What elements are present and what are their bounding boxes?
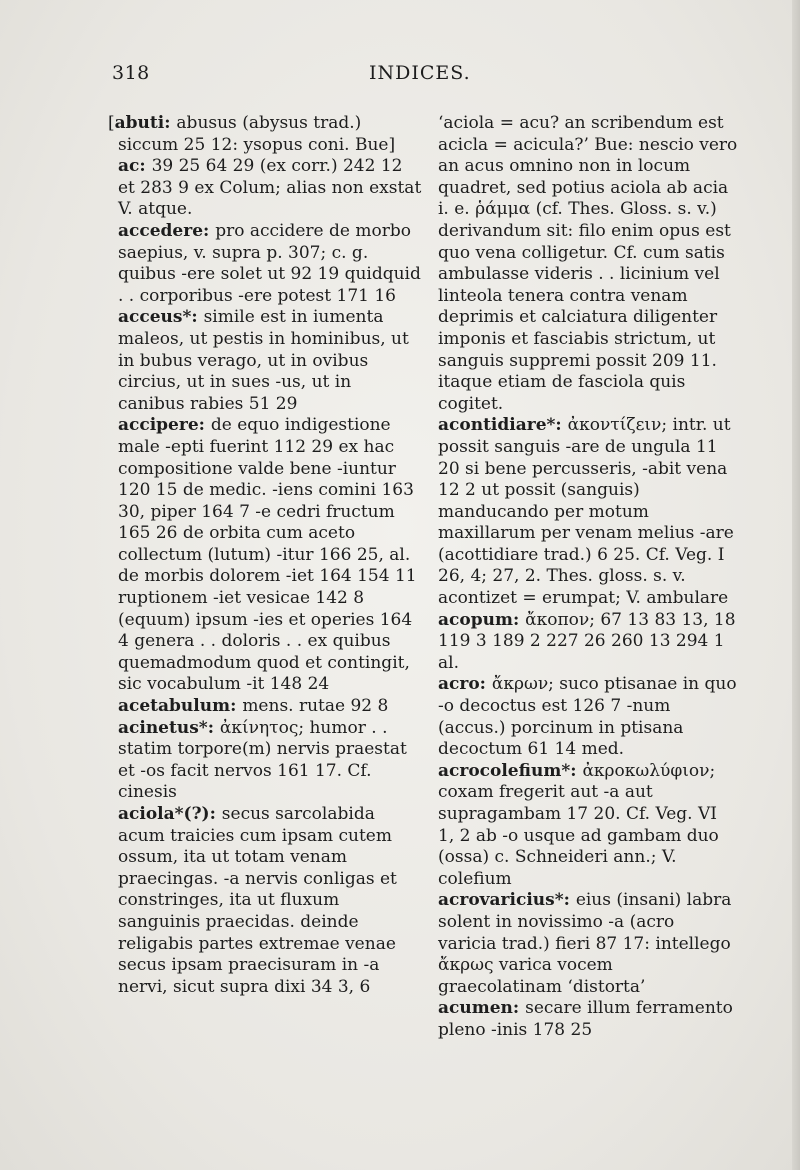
index-entry: acro: ἄκρων; suco ptisanae in quo -o decoctus est 126 7 -num (accus.) porcinum in ptisana decoctum 61 14 med.	[438, 674, 737, 760]
page-number: 318	[112, 62, 150, 84]
left-column	[108, 113, 422, 998]
entry-headword: acumen	[438, 998, 513, 1019]
right-column	[438, 113, 738, 1042]
index-entry: acopum: ἄκοπον; 67 13 83 13, 18 119 3 189 2 227 26 260 13 294 1 al.	[438, 609, 736, 673]
index-entry: accedere: pro accidere de morbo saepius, v. supra p. 307; c. g. quibus -ere solet ut 92 19 quidquid . . corporibus -ere potest 171 16	[118, 220, 421, 306]
entry-headword: acontidiare	[438, 415, 547, 436]
entry-text: mens. rutae 92 8	[242, 696, 389, 717]
entry-text: pro accidere de morbo saepius, v. supra p. 307; c. g. quibus -ere solet ut 92 19 quidquid . . corporibus -ere potest 171 16	[118, 220, 421, 306]
entry-headword: acinetus	[118, 717, 199, 738]
entry-headword: acrovaricius	[438, 890, 555, 911]
entry-headword: ac	[118, 156, 140, 177]
entry-text: ἄκοπον; 67 13 83 13, 18 119 3 189 2 227 26 260 13 294 1 al.	[438, 609, 736, 673]
entry-headword: acceus	[118, 307, 183, 328]
entry-mark: *	[554, 890, 564, 911]
entry-text: ἀκροκωλύφιον; coxam fregerit aut -a aut supragambam 17 20. Cf. Veg. VI 1, 2 ab -o usque ad gambam duo (ossa) c. Schneideri ann.; V. colefium	[438, 760, 719, 889]
entry-text: secare illum ferramento pleno -inis 178 25	[438, 998, 733, 1040]
entry-headword: accedere	[118, 220, 204, 241]
entry-text: ἀκοντίζειν; intr. ut possit sanguis -are de ungula 11 20 si bene percusseris, -abit vena 12 2 ut possit (sanguis) manducando per motum maxillarum per venam melius -are (acottidiare trad.) 6 25. Cf. Veg. I 26, 4; 27, 2. Thes. gloss. s. v. acontizet = erumpat; V. ambulare	[438, 415, 734, 609]
entry-text: eius (insani) labra solent in novissimo -a (acro varicia trad.) fieri 87 17: intellego ἄκρως varica vocem graecolatinam ‘distorta’	[438, 890, 732, 997]
entry-headword: acopum	[438, 609, 513, 630]
index-entry: acceus*: simile est in iumenta maleos, ut pestis in hominibus, ut in bubus verago, ut in ovibus circius, ut in sues -us, ut in canibus rabies 51 29	[118, 307, 409, 414]
entry-text: simile est in iumenta maleos, ut pestis in hominibus, ut in bubus verago, ut in ovibus circius, ut in sues -us, ut in canibus rabies 51 29	[118, 307, 409, 414]
entry-text: ἀκίνητος; humor . . statim torpore(m) nervis praestat et -os facit nervos 161 17. Cf. cinesis	[118, 717, 407, 803]
entry-mark: *	[561, 760, 571, 781]
page-gutter	[792, 0, 800, 1170]
index-entry: [abuti: abusus (abysus trad.) siccum 25 12: ysopus coni. Bue]	[108, 113, 396, 155]
index-entry: accipere: de equo indigestione male -epti fuerint 112 29 ex hac compositione valde bene -iuntur 120 15 de medic. -iens comini 163 30, piper 164 7 -e cedri fructum 165 26 de orbita cum aceto collectum (lutum) -itur 166 25, al. de morbis dolorem -iet 164 154 11 ruptionem -iet vesicae 142 8 (equum) ipsum -ies et operies 164 4 genera . . doloris . . ex quibus quemadmodum quod et contingit, sic vocabulum -it 148 24	[118, 415, 417, 695]
entry-headword: aciola	[118, 804, 175, 824]
index-entry: acontidiare*: ἀκοντίζειν; intr. ut possit sanguis -are de ungula 11 20 si bene percusseris, -abit vena 12 2 ut possit (sanguis) manducando per motum maxillarum per venam melius -are (acottidiare trad.) 6 25. Cf. Veg. I 26, 4; 27, 2. Thes. gloss. s. v. acontizet = erumpat; V. ambulare	[438, 415, 734, 609]
section-title: INDICES.	[369, 62, 471, 84]
index-entry: acetabulum: mens. rutae 92 8	[118, 696, 389, 717]
index-entry	[438, 113, 738, 415]
index-entry: acrocolefium*: ἀκροκωλύφιον; coxam fregerit aut -a aut supragambam 17 20. Cf. Veg. VI 1, 2 ab -o usque ad gambam duo (ossa) c. Schneideri ann.; V. colefium	[438, 760, 719, 889]
index-entry: ac: 39 25 64 29 (ex corr.) 242 12 et 283 9 ex Colum; alias non exstat V. atque.	[118, 156, 422, 220]
index-entry: aciola*(?): secus sarcolabida acum traicies cum ipsam cutem ossum, ita ut totam venam praecingas. -a nervis conligas et constringes, ita ut fluxum sanguinis praecidas. deinde religabis partes extremae venae secus ipsam praecisuram in -a nervi, sicut supra dixi 34 3, 6	[118, 804, 397, 997]
entry-mark: *(?)	[174, 804, 210, 824]
entry-headword: acro	[438, 674, 480, 695]
entry-text: secus sarcolabida acum traicies cum ipsam cutem ossum, ita ut totam venam praecingas. -a nervis conligas et constringes, ita ut fluxum sanguinis praecidas. deinde religabis partes extremae venae secus ipsam praecisuram in -a nervi, sicut supra dixi 34 3, 6	[118, 804, 397, 997]
entry-headword: acetabulum	[118, 696, 231, 717]
index-entry: acumen: secare illum ferramento pleno -inis 178 25	[438, 998, 733, 1040]
entry-headword: accipere	[118, 415, 199, 436]
entry-mark: *	[198, 717, 208, 738]
index-entry: acinetus*: ἀκίνητος; humor . . statim torpore(m) nervis praestat et -os facit nervos 161 17. Cf. cinesis	[118, 717, 407, 803]
entry-text: ἄκρων; suco ptisanae in quo -o decoctus est 126 7 -num (accus.) porcinum in ptisana decoctum 61 14 med.	[438, 674, 737, 760]
entry-mark: *	[546, 415, 556, 436]
index-entry: acrovaricius*: eius (insani) labra solent in novissimo -a (acro varicia trad.) fieri 87 17: intellego ἄκρως varica vocem graecolatinam ‘distorta’	[438, 890, 732, 997]
entry-headword: abuti	[114, 113, 165, 133]
entry-headword: acrocolefium	[438, 760, 562, 781]
entry-bracket: [	[108, 113, 115, 133]
entry-text: abusus (abysus trad.) siccum 25 12: ysopus coni. Bue]	[118, 113, 396, 155]
entry-mark: *	[182, 307, 192, 328]
entry-text: ‘aciola = acu? an scribendum est acicla = acicula?’ Bue: nescio vero an acus omnino non in locum quadret, sed potius aciola ab acia i. e. ῥάμμα (cf. Thes. Gloss. s. v.) derivandum sit: filo enim opus est quo vena colligetur. Cf. cum satis ambulasse videris . . licinium vel linteola tenera contra venam deprimis et calciatura diligenter imponis et fasciabis strictum, ut sanguis suppremi possit 209 11. itaque etiam de fasciola quis cogitet.	[438, 113, 738, 414]
entry-text: de equo indigestione male -epti fuerint 112 29 ex hac compositione valde bene -iuntur 120 15 de medic. -iens comini 163 30, piper 164 7 -e cedri fructum 165 26 de orbita cum aceto collectum (lutum) -itur 166 25, al. de morbis dolorem -iet 164 154 11 ruptionem -iet vesicae 142 8 (equum) ipsum -ies et operies 164 4 genera . . doloris . . ex quibus quemadmodum quod et contingit, sic vocabulum -it 148 24	[118, 415, 417, 695]
running-head	[112, 62, 742, 88]
entry-text: 39 25 64 29 (ex corr.) 242 12 et 283 9 ex Colum; alias non exstat V. atque.	[118, 156, 422, 220]
